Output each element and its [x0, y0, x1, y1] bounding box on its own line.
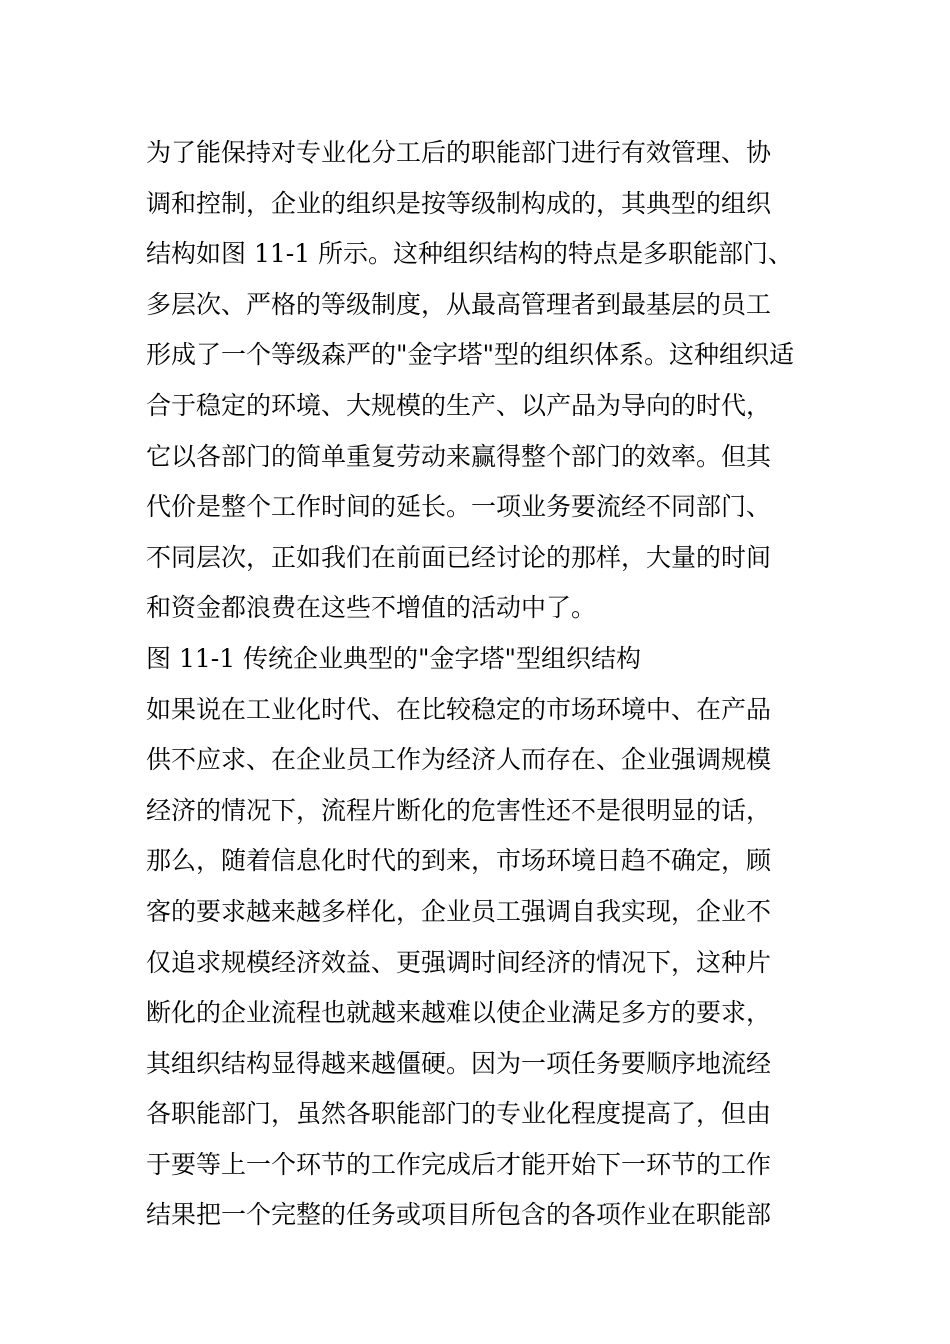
text-line: 经济的情况下，流程片断化的危害性还不是很明显的话，	[146, 795, 772, 825]
text-line: 调和控制，企业的组织是按等级制构成的，其典型的组织	[146, 188, 772, 218]
text-line: 如果说在工业化时代、在比较稳定的市场环境中、在产品	[146, 694, 772, 724]
text-line: 为了能保持对专业化分工后的职能部门进行有效管理、协	[146, 138, 772, 167]
paragraph-2	[146, 685, 816, 1242]
text-line: 结构如图 11-1 所示。这种组织结构的特点是多职能部门、	[146, 239, 794, 269]
text-line: 多层次、严格的等级制度，从最高管理者到最基层的员工	[146, 289, 772, 319]
text-line: 结果把一个完整的任务或项目所包含的各项作业在职能部	[146, 1200, 772, 1230]
text-line: 供不应求、在企业员工作为经济人而存在、企业强调规模	[146, 745, 772, 775]
figure-caption: 图 11-1 传统企业典型的"金字塔"型组织结构	[146, 643, 642, 673]
text-line: 不同层次，正如我们在前面已经讨论的那样，大量的时间	[146, 542, 772, 572]
text-line: 它以各部门的简单重复劳动来赢得整个部门的效率。但其	[146, 441, 772, 471]
text-line: 那么，随着信息化时代的到来，市场环境日趋不确定，顾	[146, 846, 772, 876]
text-line: 各职能部门，虽然各职能部门的专业化程度提高了，但由	[146, 1099, 772, 1129]
text-line: 客的要求越来越多样化，企业员工强调自我实现，企业不	[146, 896, 772, 926]
text-line: 和资金都浪费在这些不增值的活动中了。	[146, 593, 597, 623]
text-line: 形成了一个等级森严的"金字塔"型的组织体系。这种组织适	[146, 340, 795, 370]
paragraph-1	[146, 128, 816, 634]
text-line: 断化的企业流程也就越来越难以使企业满足多方的要求，	[146, 998, 772, 1028]
text-line: 合于稳定的环境、大规模的生产、以产品为导向的时代，	[146, 390, 772, 420]
text-line: 于要等上一个环节的工作完成后才能开始下一环节的工作	[146, 1149, 772, 1179]
text-line: 其组织结构显得越来越僵硬。因为一项任务要顺序地流经	[146, 1048, 772, 1078]
text-line: 仅追求规模经济效益、更强调时间经济的情况下，这种片	[146, 947, 772, 977]
text-line: 代价是整个工作时间的延长。一项业务要流经不同部门、	[146, 492, 772, 522]
body-text	[146, 128, 816, 1241]
